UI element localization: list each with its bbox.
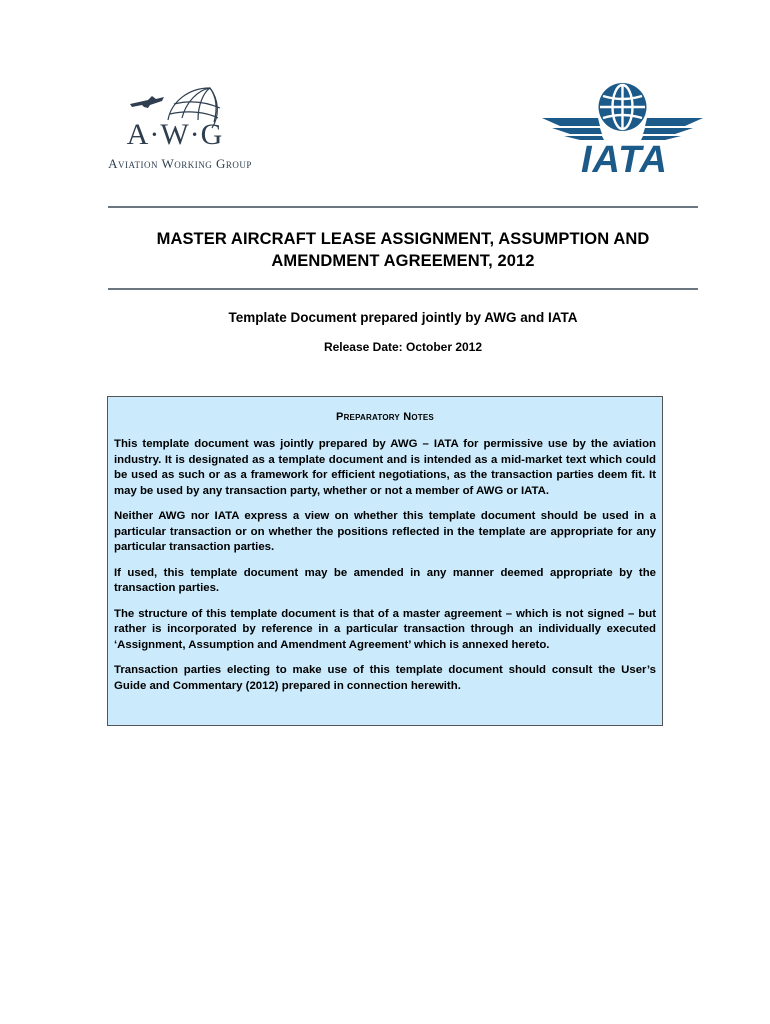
document-title: MASTER AIRCRAFT LEASE ASSIGNMENT, ASSUMPTION AND AMENDMENT AGREEMENT, 2012: [156, 230, 650, 270]
release-date: Release Date: October 2012: [323, 340, 483, 354]
document-subtitle: Template Document prepared jointly by AWG and IATA: [228, 310, 578, 325]
awg-letters: A·W·G: [126, 118, 224, 151]
notes-paragraph: Transaction parties electing to make use of this template document should consult the User’s Guide and Commentary (2012) prepared in connection herewith.: [114, 664, 656, 692]
notes-paragraph: If used, this template document may be amended in any manner deemed appropriate by the transaction parties.: [114, 566, 656, 594]
preparatory-notes-box: [107, 396, 663, 726]
notes-paragraph: The structure of this template document is that of a master agreement – which is not signed – but rather is incorporated by reference in a particular transaction through an individually executed ‘Assignment, Assumption and Amendment Agreement’ which is annexed hereto.: [114, 607, 656, 651]
divider-bottom: [108, 288, 698, 290]
notes-heading: Preparatory Notes: [336, 411, 434, 423]
notes-paragraph: This template document was jointly prepared by AWG – IATA for permissive use by the aviation industry. It is designated as a template document and is intended as a mid-market text which could be used as such or as a framework for efficient negotiations, as the transaction parties deem fit. It may be used by any transaction party, whether or not a member of AWG or IATA.: [114, 438, 656, 497]
notes-paragraph: Neither AWG nor IATA express a view on whether this template document should be used in a particular transaction or on whether the positions reflected in the template are appropriate for any particular transaction parties.: [114, 510, 656, 553]
awg-logo: [90, 80, 280, 175]
winged-globe-icon: [540, 82, 705, 142]
divider-top: [108, 206, 698, 208]
iata-logo: [540, 82, 705, 187]
iata-wordmark: IATA: [580, 139, 668, 181]
awg-subtitle: Aviation Working Group: [108, 156, 252, 171]
